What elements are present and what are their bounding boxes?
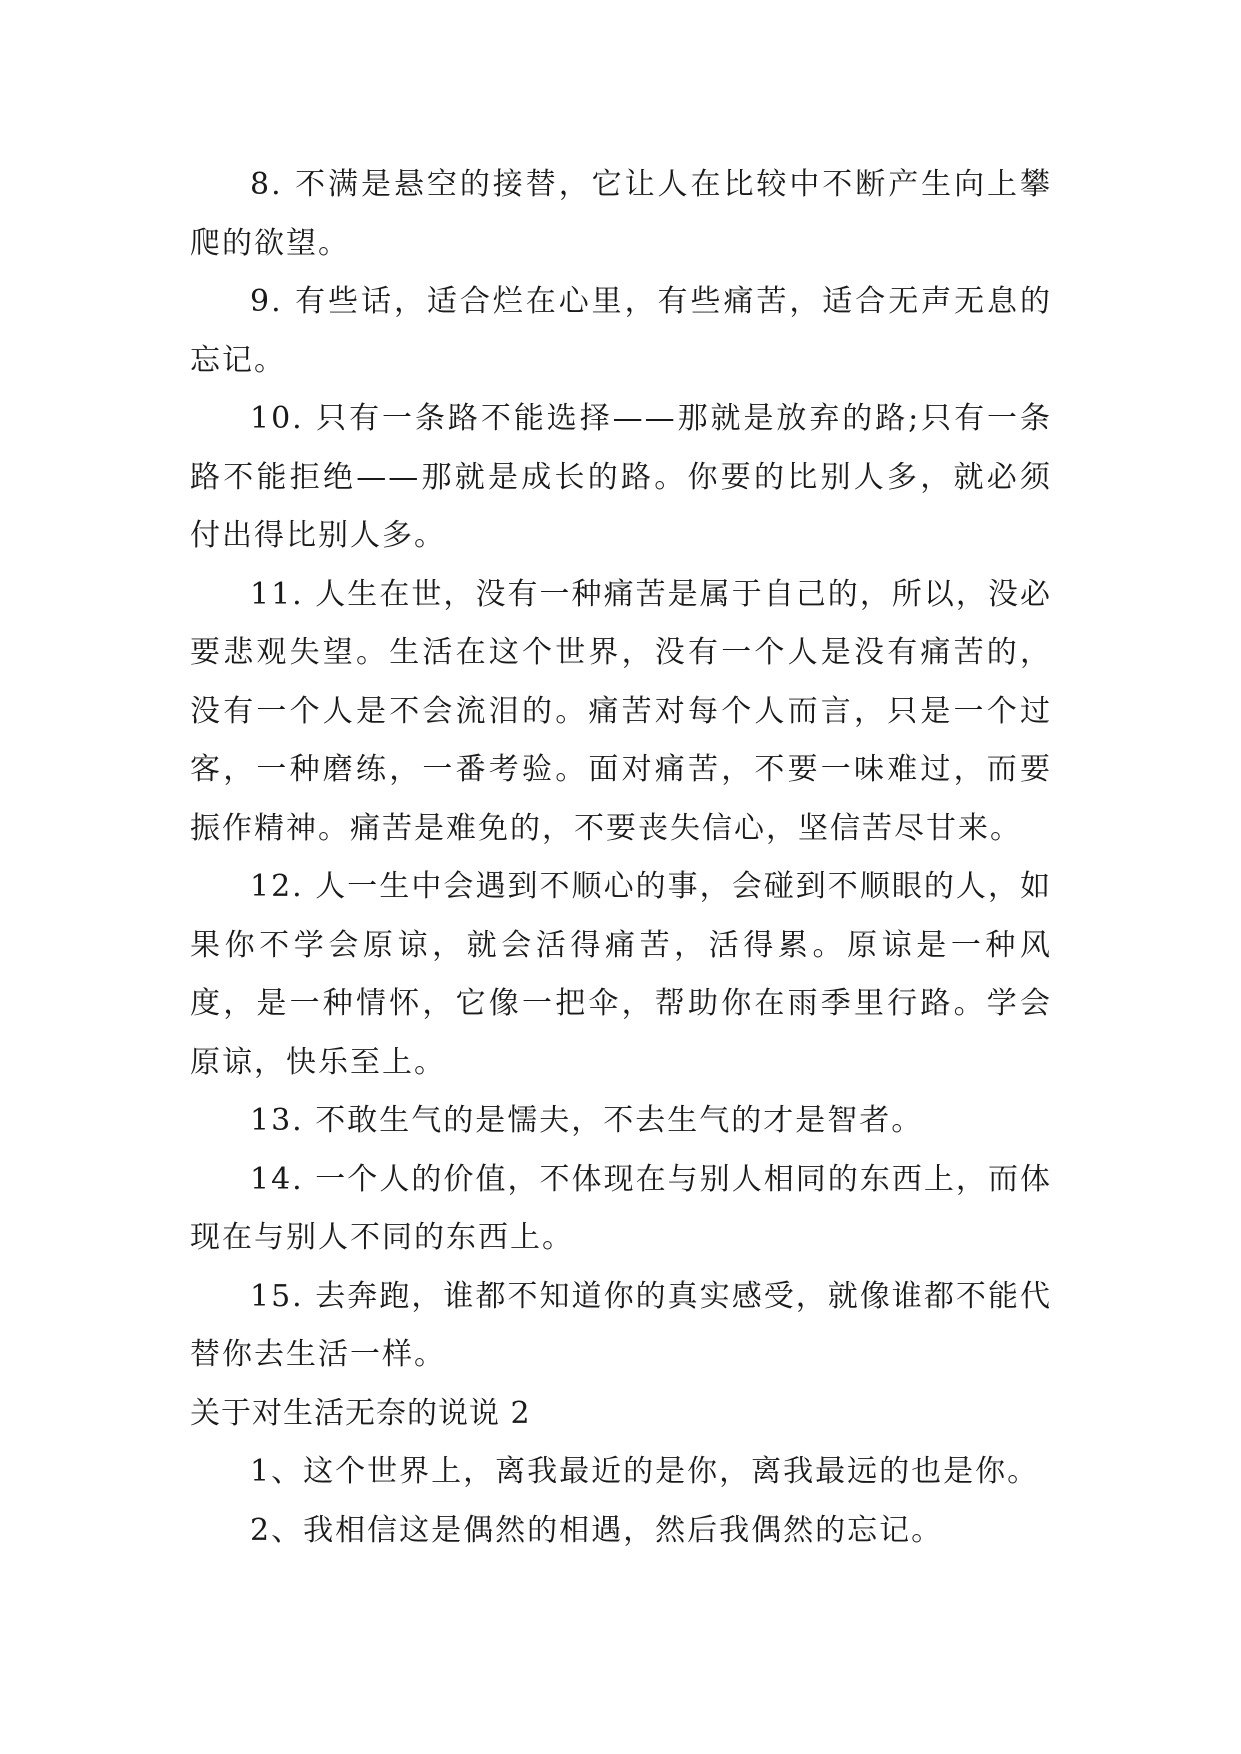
section-heading: 关于对生活无奈的说说 2 [190,1395,531,1431]
paragraph-15: 15. 去奔跑，谁都不知道你的真实感受，就像谁都不能代替你去生活一样。 [190,1278,1052,1372]
section-paragraph-2: 2、我相信这是偶然的相遇，然后我偶然的忘记。 [250,1512,944,1548]
section-paragraph-1: 1、这个世界上，离我最近的是你，离我最远的也是你。 [250,1454,1040,1489]
document-body [190,156,1052,1560]
paragraph-14: 14. 一个人的价值，不体现在与别人相同的东西上，而体现在与别人不同的东西上。 [190,1161,1052,1255]
paragraph-12: 12. 人一生中会遇到不顺心的事，会碰到不顺眼的人，如果你不学会原谅，就会活得痛苦，活得累。原谅是一种风度，是一种情怀，它像一把伞，帮助你在雨季里行路。学会原谅，快乐至上。 [190,869,1052,1080]
paragraph-11: 11. 人生在世，没有一种痛苦是属于自己的，所以，没必要悲观失望。生活在这个世界，没有一个人是没有痛苦的，没有一个人是不会流泪的。痛苦对每个人而言，只是一个过客，一种磨练，一番考验。面对痛苦，不要一味难过，而要振作精神。痛苦是难免的，不要丧失信心，坚信苦尽甘来。 [190,576,1052,846]
paragraph-13: 13. 不敢生气的是懦夫，不去生气的才是智者。 [250,1103,924,1138]
paragraph-8: 8. 不满是悬空的接替，它让人在比较中不断产生向上攀爬的欲望。 [190,167,1052,261]
paragraph-9: 9. 有些话，适合烂在心里，有些痛苦，适合无声无息的忘记。 [190,284,1052,378]
paragraph-10: 10. 只有一条路不能选择——那就是放弃的路;只有一条路不能拒绝——那就是成长的路。你要的比别人多，就必须付出得比别人多。 [190,401,1052,553]
